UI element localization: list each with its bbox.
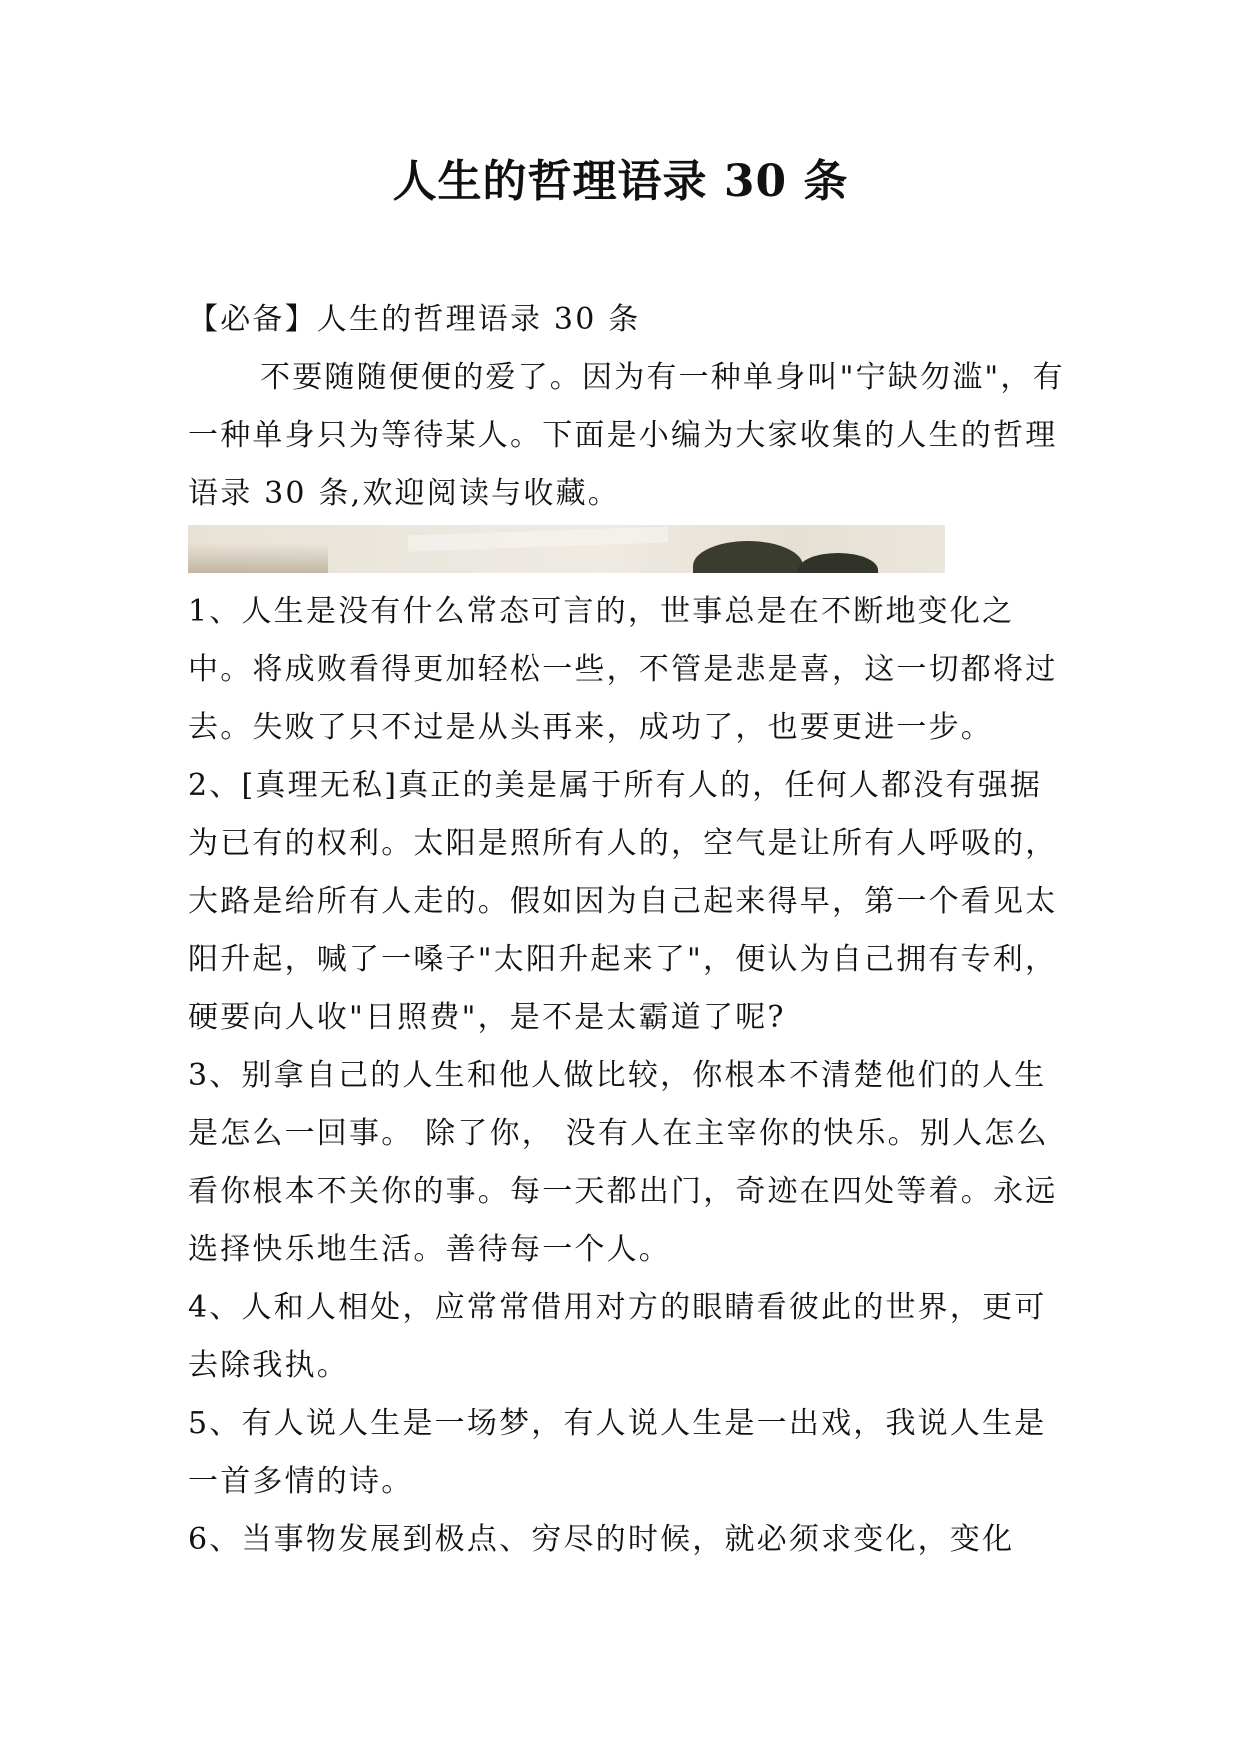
quote-item-3: 3、别拿自己的人生和他人做比较，你根本不清楚他们的人生是怎么一回事。 除了你， 没有人在主宰你的快乐。别人怎么看你根本不关你的事。每一天都出门，奇迹在四处等着。永远选择快乐地生活。善待每一个人。 — [188, 1058, 1058, 1267]
document-body — [188, 291, 1068, 1569]
intro-paragraph: 不要随随便便的爱了。因为有一种单身叫"宁缺勿滥"，有一种单身只为等待某人。下面是小编为大家收集的人生的哲理语录 30 条,欢迎阅读与收藏。 — [188, 360, 1065, 511]
quote-item-5: 5、有人说人生是一场梦，有人说人生是一出戏，我说人生是一首多情的诗。 — [188, 1406, 1047, 1499]
quote-item-2: 2、[真理无私]真正的美是属于所有人的，任何人都没有强据为已有的权利。太阳是照所有人的，空气是让所有人呼吸的，大路是给所有人走的。假如因为自己起来得早，第一个看见太阳升起，喊了一嗓子"太阳升起来了"，便认为自己拥有专利，硬要向人收"日照费"，是不是太霸道了呢? — [188, 768, 1058, 1035]
quote-item-4: 4、人和人相处，应常常借用对方的眼睛看彼此的世界，更可去除我执。 — [188, 1290, 1047, 1383]
quote-item-6: 6、当事物发展到极点、穷尽的时候，就必须求变化，变化 — [188, 1522, 1015, 1557]
banner-image — [188, 525, 945, 573]
banner-dark-shape-2 — [798, 553, 878, 573]
quote-item-1: 1、人生是没有什么常态可言的，世事总是在不断地变化之中。将成败看得更加轻松一些，不管是悲是喜，这一切都将过去。失败了只不过是从头再来，成功了，也要更进一步。 — [188, 594, 1058, 745]
banner-dark-shape — [693, 541, 803, 573]
banner-shadow — [188, 543, 328, 573]
banner-glare — [408, 526, 668, 551]
document-subtitle: 【必备】人生的哲理语录 30 条 — [188, 302, 641, 337]
document-title: 人生的哲理语录 30 条 — [392, 156, 849, 207]
